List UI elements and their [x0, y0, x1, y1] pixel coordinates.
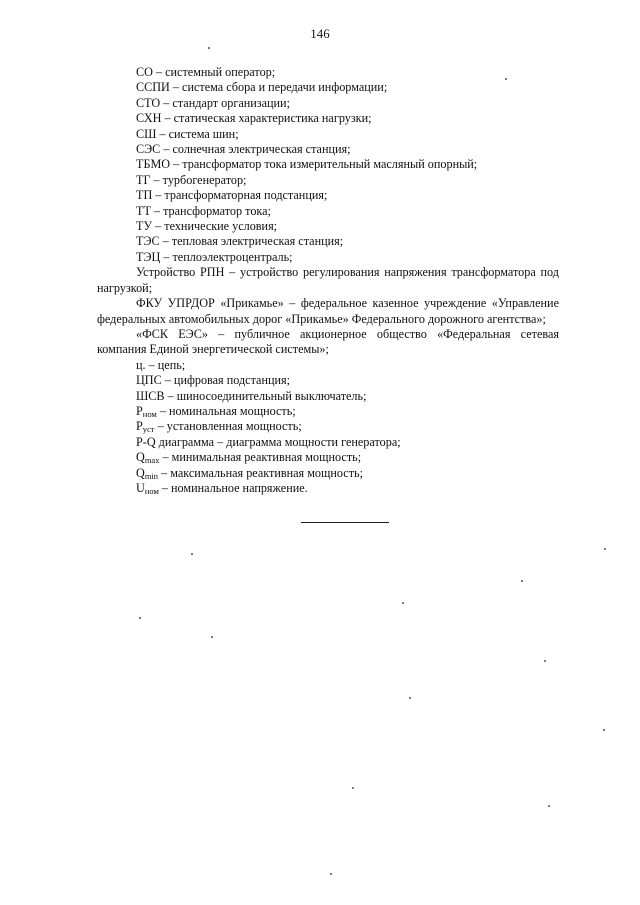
abbreviation-entry: СШ – система шин;: [136, 126, 239, 141]
end-of-section-rule: [301, 522, 389, 523]
symbol-entry: [97, 481, 559, 496]
scan-speck: [211, 636, 213, 638]
symbol-definition: – минимальная реактивная мощность;: [159, 450, 362, 465]
scan-speck: [409, 697, 411, 699]
symbol-definition: P-Q диаграмма – диаграмма мощности генератора;: [136, 434, 401, 449]
symbol-definition: – номинальное напряжение.: [158, 480, 308, 495]
scan-speck: [603, 729, 605, 731]
scan-speck: [505, 78, 507, 80]
scan-speck: [139, 617, 141, 619]
abbreviations-list: [97, 65, 559, 496]
abbreviation-entry: ШСВ – шиносоединительный выключатель;: [136, 388, 367, 403]
symbol-entry: [97, 435, 559, 450]
abbreviation-entry: ТП – трансформаторная подстанция;: [136, 188, 328, 203]
abbreviation-paragraph: «ФСК ЕЭС» – публичное акционерное общество «Федеральная сетевая компания Единой энергетической системы»;: [97, 326, 559, 357]
symbol-base: Q: [136, 465, 145, 480]
symbol-base: Q: [136, 450, 145, 465]
symbol-entry: [97, 450, 559, 465]
symbol-definition: – номинальная мощность;: [156, 403, 296, 418]
symbol-entry: [97, 466, 559, 481]
abbreviation-entry: ТБМО – трансформатор тока измерительный масляный опорный;: [136, 157, 478, 172]
abbreviation-entry: ТЭС – тепловая электрическая станция;: [136, 234, 344, 249]
abbreviation-entry: СЭС – солнечная электрическая станция;: [136, 142, 351, 157]
abbreviation-entry: СО – системный оператор;: [136, 65, 276, 79]
scan-speck: [548, 805, 550, 807]
abbreviation-entry: ТУ – технические условия;: [136, 219, 278, 234]
scan-speck: [521, 580, 523, 582]
symbol-subscript: уст: [142, 424, 155, 435]
abbreviation-paragraph: Устройство РПН – устройство регулирования напряжения трансформатора под нагрузкой;: [97, 265, 559, 295]
abbreviation-entry: ТЭЦ – теплоэлектроцентраль;: [136, 249, 293, 264]
abbreviation-entry: ТГ – турбогенератор;: [136, 172, 247, 187]
scan-speck: [208, 47, 210, 49]
abbreviation-entry: ССПИ – система сбора и передачи информации;: [136, 80, 388, 95]
abbreviation-entry: ТТ – трансформатор тока;: [136, 203, 271, 218]
scan-speck: [544, 660, 546, 662]
symbol-definition: – максимальная реактивная мощность;: [158, 465, 363, 480]
abbreviation-entry: СХН – статическая характеристика нагрузки;: [136, 111, 372, 126]
symbol-entry: [97, 404, 559, 419]
symbol-subscript: ном: [142, 408, 157, 419]
abbreviation-entry: ц. – цепь;: [136, 357, 186, 372]
abbreviation-entry: СТО – стандарт организации;: [136, 95, 290, 110]
symbol-base: P: [136, 403, 143, 418]
symbol-entry: [97, 419, 559, 434]
symbol-subscript: ном: [144, 485, 159, 496]
symbol-definition: – установленная мощность;: [154, 419, 302, 434]
page-number: 146: [310, 26, 330, 41]
scan-speck: [352, 787, 354, 789]
symbol-base: P: [136, 419, 143, 434]
abbreviation-paragraph: ФКУ УПРДОР «Прикамье» – федеральное казенное учреждение «Управление федеральных автомобильных дорог «Прикамье» Федерального дорожного агентства»;: [97, 296, 559, 326]
abbreviation-entry: ЦПС – цифровая подстанция;: [136, 373, 291, 388]
scan-speck: [191, 553, 193, 555]
scan-speck: [604, 548, 606, 550]
symbol-subscript: max: [144, 455, 160, 466]
symbol-base: U: [136, 480, 145, 495]
scan-speck: [330, 873, 332, 875]
scan-speck: [402, 602, 404, 604]
symbol-subscript: min: [144, 470, 159, 481]
